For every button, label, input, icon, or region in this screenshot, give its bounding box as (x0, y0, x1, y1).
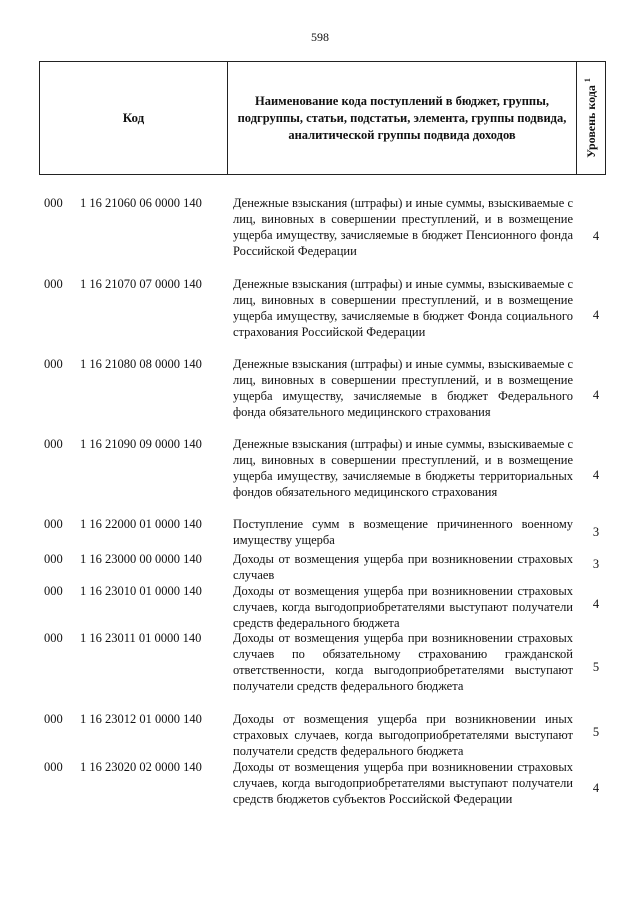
code-level: 4 (592, 388, 600, 402)
budget-code: 1 16 23012 01 0000 140 (80, 712, 202, 726)
revenue-name: Денежные взыскания (штрафы) и иные суммы, взыскиваемые с лиц, виновных в совершении преступлений, и в возмещение ущерба имуществу, зачисляемые в бюджет Федерального фонда обязательного медицинского страхования (233, 357, 573, 419)
table-header (39, 61, 606, 175)
revenue-name: Денежные взыскания (штрафы) и иные суммы, взыскиваемые с лиц, виновных в совершении преступлений, и в возмещение ущерба имуществу, зачисляемые в бюджет Пенсионного фонда Российской Федерации (233, 196, 573, 258)
code-level: 3 (592, 557, 600, 571)
header-level-text (583, 78, 599, 158)
admin-code: 000 (44, 631, 63, 645)
code-level: 5 (592, 660, 600, 674)
budget-code: 1 16 23020 02 0000 140 (80, 760, 202, 774)
admin-code: 000 (44, 517, 63, 531)
header-level-footnote: 1 (583, 78, 592, 83)
code-level: 4 (592, 468, 600, 482)
code-level: 4 (592, 781, 600, 795)
budget-code: 1 16 23000 00 0000 140 (80, 552, 202, 566)
revenue-name: Поступление сумм в возмещение причиненного военному имуществу ущерба (233, 517, 573, 547)
admin-code: 000 (44, 552, 63, 566)
revenue-name: Денежные взыскания (штрафы) и иные суммы, взыскиваемые с лиц, виновных в совершении преступлений, и в возмещение ущерба имуществу, зачисляемые в бюджет Фонда социального страхования Российской Федерации (233, 277, 573, 339)
revenue-name: Доходы от возмещения ущерба при возникновении иных страховых случаев, когда выгодоприобретателями выступают получатели средств федерального бюджета (233, 712, 573, 758)
revenue-name: Доходы от возмещения ущерба при возникновении страховых случаев (233, 552, 573, 582)
code-level: 3 (592, 525, 600, 539)
page-number: 598 (311, 30, 329, 44)
code-level: 5 (592, 725, 600, 739)
admin-code: 000 (44, 357, 63, 371)
admin-code: 000 (44, 277, 63, 291)
revenue-name: Доходы от возмещения ущерба при возникновении страховых случаев, когда выгодоприобретателями выступают получатели средств бюджетов субъектов Российской Федерации (233, 760, 573, 806)
admin-code: 000 (44, 712, 63, 726)
admin-code: 000 (44, 196, 63, 210)
budget-code: 1 16 21070 07 0000 140 (80, 277, 202, 291)
revenue-name: Доходы от возмещения ущерба при возникновении страховых случаев по обязательному страхованию гражданской ответственности, когда выгодоприобретателями выступают получатели средств федерального бюджета (233, 631, 573, 693)
code-level: 4 (592, 597, 600, 611)
header-level (577, 62, 605, 174)
budget-code: 1 16 23010 01 0000 140 (80, 584, 202, 598)
code-level: 4 (592, 308, 600, 322)
header-code: Код (40, 62, 228, 174)
budget-code: 1 16 22000 01 0000 140 (80, 517, 202, 531)
header-level-label: Уровень кода (584, 85, 598, 158)
admin-code: 000 (44, 437, 63, 451)
admin-code: 000 (44, 760, 63, 774)
budget-code: 1 16 23011 01 0000 140 (80, 631, 202, 645)
code-level: 4 (592, 229, 600, 243)
budget-code: 1 16 21060 06 0000 140 (80, 196, 202, 210)
budget-code: 1 16 21080 08 0000 140 (80, 357, 202, 371)
header-name: Наименование кода поступлений в бюджет, группы, подгруппы, статьи, подстатьи, элемента, группы подвида, аналитической группы подвида доходов (228, 62, 577, 174)
admin-code: 000 (44, 584, 63, 598)
budget-code: 1 16 21090 09 0000 140 (80, 437, 202, 451)
revenue-name: Доходы от возмещения ущерба при возникновении страховых случаев, когда выгодоприобретателями выступают получатели средств федерального бюджета (233, 584, 573, 630)
revenue-name: Денежные взыскания (штрафы) и иные суммы, взыскиваемые с лиц, виновных в совершении преступлений, и в возмещение ущерба имуществу, зачисляемые в бюджеты территориальных фондов обязательного медицинского страхования (233, 437, 573, 499)
